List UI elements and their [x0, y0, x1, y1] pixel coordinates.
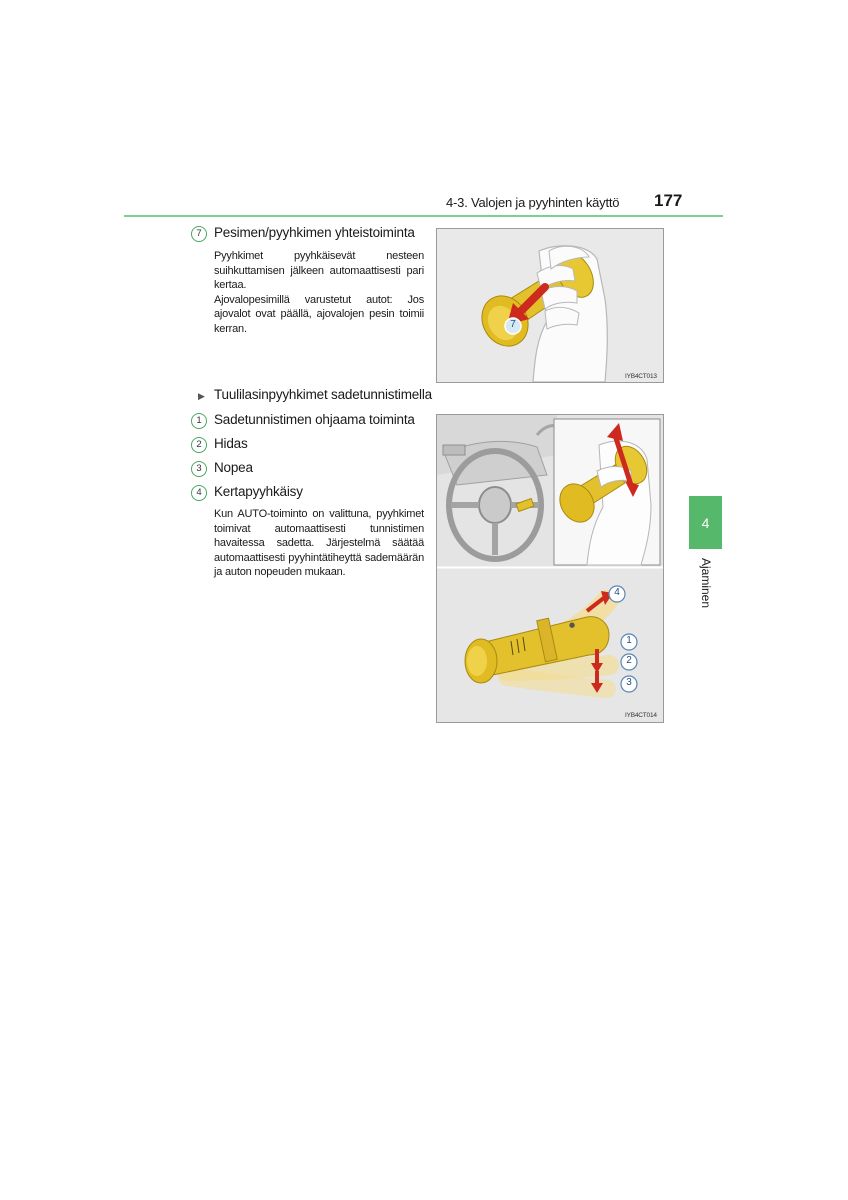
item-label-auto: Sadetunnistimen ohjaama toiminta: [214, 412, 415, 427]
washer-lever-illustration: [437, 229, 663, 382]
section-header-title: 4-3. Valojen ja pyyhinten käyttö: [446, 195, 620, 210]
header-rule: [124, 215, 723, 217]
callout-3-label: 3: [626, 677, 632, 688]
chapter-number: 4: [701, 514, 710, 531]
chapter-label: Ajaminen: [699, 557, 713, 609]
figure-rain-sensor-lever: [436, 414, 664, 723]
figure-1-code: IYB4CT013: [625, 373, 657, 380]
callout-2-label: 2: [626, 655, 632, 666]
chapter-tab[interactable]: [689, 496, 722, 549]
rain-sensor-paragraph: Kun AUTO-toiminto on valittuna, pyyhkimet toimivat automaattisesti tunnistimen havaitessa sadetta. Järjestelmä säätää automaattisesti pyyhintätiheyttä sademäärän ja auton nopeuden mukaan.: [214, 508, 424, 578]
callout-7-label: 7: [510, 319, 516, 330]
item-label-fast: Nopea: [214, 460, 253, 475]
section-7-title: Pesimen/pyyhkimen yhteistoiminta: [214, 225, 415, 240]
item-label-slow: Hidas: [214, 436, 248, 451]
item-number-3: 3: [191, 461, 207, 477]
item-number-2: 2: [191, 437, 207, 453]
figure-2-code: IYB4CT014: [625, 712, 657, 719]
figure-washer-lever: [436, 228, 664, 383]
callout-4-label: 4: [614, 587, 620, 598]
page-number: 177: [654, 191, 683, 210]
svg-text:●: ●: [569, 621, 576, 629]
section-7-body: [214, 249, 424, 336]
section-7-paragraph-2: Ajovalopesimillä varustetut autot: Jos ajovalot ovat päällä, ajovalojen pesin toimii kerran.: [214, 293, 424, 335]
rain-sensor-illustration: [437, 415, 663, 722]
item-label-single-wipe: Kertapyyhkäisy: [214, 484, 303, 499]
rain-sensor-heading: Tuulilasinpyyhkimet sadetunnistimella: [214, 387, 432, 402]
section-7-paragraph-1: Pyyhkimet pyyhkäisevät nesteen suihkuttamisen jälkeen automaattisesti pari kertaa.: [214, 250, 424, 291]
rain-sensor-body: [214, 507, 424, 580]
item-number-7: 7: [191, 226, 207, 242]
callout-1-label: 1: [626, 635, 632, 646]
triangle-bullet-icon: ▶: [198, 391, 205, 401]
item-number-4: 4: [191, 485, 207, 501]
item-number-1: 1: [191, 413, 207, 429]
